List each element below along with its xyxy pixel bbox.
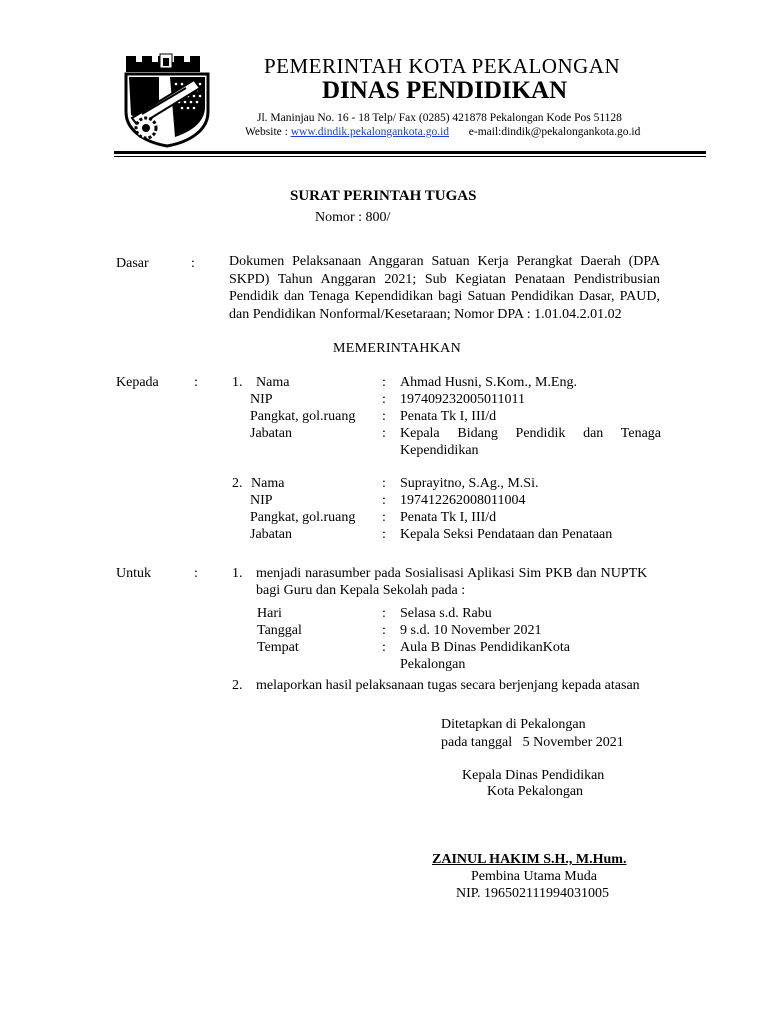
tempat-value-line-1: Aula B Dinas PendidikanKota bbox=[400, 640, 570, 655]
tanggal-value: 9 s.d. 10 November 2021 bbox=[400, 623, 542, 638]
signatory-name: ZAINUL HAKIM S.H., M.Hum. bbox=[432, 852, 627, 867]
signature-position-line-2: Kota Pekalongan bbox=[487, 784, 584, 799]
person-1-pangkat-label: Pangkat, gol.ruang bbox=[250, 409, 356, 424]
untuk-item-1-line-1: menjadi narasumber pada Sosialisasi Aplikasi Sim PKB dan NUPTK bbox=[256, 566, 648, 581]
signature-position-line-1: Kepala Dinas Pendidikan bbox=[462, 768, 605, 783]
colon: : bbox=[382, 606, 386, 621]
person-1-nip-label: NIP bbox=[250, 392, 273, 407]
signatory-rank: Pembina Utama Muda bbox=[471, 869, 597, 884]
signatory-nip: NIP. 196502111994031005 bbox=[456, 886, 609, 901]
untuk-label: Untuk bbox=[116, 566, 151, 581]
kepada-label: Kepada bbox=[116, 375, 159, 390]
signature-date: pada tanggal 5 November 2021 bbox=[441, 735, 624, 750]
person-2-jabatan-label: Jabatan bbox=[250, 527, 292, 542]
letter-title: SURAT PERINTAH TUGAS bbox=[290, 188, 477, 204]
colon: : bbox=[382, 409, 386, 424]
colon: : bbox=[382, 392, 386, 407]
header-rule-thick bbox=[114, 151, 706, 154]
person-2-nip-label: NIP bbox=[250, 493, 273, 508]
person-2-nama: Suprayitno, S.Ag., M.Si. bbox=[400, 476, 539, 491]
person-1-nip: 197409232005011011 bbox=[400, 392, 525, 407]
person-2-pangkat: Penata Tk I, III/d bbox=[400, 510, 497, 525]
header-rule-thin bbox=[114, 156, 706, 157]
colon: : bbox=[382, 375, 386, 390]
person-1-nama: Ahmad Husni, S.Kom., M.Eng. bbox=[400, 375, 577, 390]
colon: : bbox=[382, 426, 386, 441]
government-name: PEMERINTAH KOTA PEKALONGAN bbox=[264, 54, 621, 78]
person-1-number: 1. bbox=[232, 375, 243, 390]
person-2-number: 2. bbox=[232, 476, 243, 491]
colon: : bbox=[382, 476, 386, 491]
person-1-nama-label: Nama bbox=[256, 375, 290, 390]
email-text: e-mail:dindik@pekalongankota.go.id bbox=[468, 126, 641, 138]
tempat-value-line-2: Pekalongan bbox=[400, 657, 466, 672]
office-address: Jl. Maninjau No. 16 - 18 Telp/ Fax (0285) 421878 Pekalongan Kode Pos 51128 bbox=[257, 112, 622, 124]
untuk-item-1-number: 1. bbox=[232, 566, 243, 581]
signature-place: Ditetapkan di Pekalongan bbox=[441, 717, 586, 732]
dasar-colon: : bbox=[191, 256, 195, 271]
dasar-label: Dasar bbox=[116, 256, 149, 271]
person-1-jabatan: Kepala Bidang Pendidik dan Tenaga Kependidikan bbox=[400, 426, 661, 458]
person-1-jabatan-label: Jabatan bbox=[250, 426, 292, 441]
untuk-item-2: melaporkan hasil pelaksanaan tugas secara berjenjang kepada atasan bbox=[256, 678, 640, 693]
kepada-colon: : bbox=[194, 375, 198, 390]
tanggal-label: Tanggal bbox=[257, 623, 302, 638]
memerintahkan-heading: MEMERINTAHKAN bbox=[333, 341, 461, 356]
untuk-item-1-line-2: bagi Guru dan Kepala Sekolah pada : bbox=[256, 583, 466, 598]
person-2-nama-label: Nama bbox=[251, 476, 285, 491]
hari-value: Selasa s.d. Rabu bbox=[400, 606, 492, 621]
dasar-text: Dokumen Pelaksanaan Anggaran Satuan Kerja Perangkat Daerah (DPA SKPD) Tahun Anggaran 2021; Sub Kegiatan Penataan Pendistribusian Pendidik dan Tenaga Kependidikan bagi Satuan Pendidikan Dasar, PAUD, dan Pendidikan Nonformal/Kesetaraan; Nomor DPA : 1.01.04.2.01.02 bbox=[229, 254, 660, 322]
person-2-pangkat-label: Pangkat, gol.ruang bbox=[250, 510, 356, 525]
city-emblem bbox=[124, 52, 210, 148]
person-1-pangkat: Penata Tk I, III/d bbox=[400, 409, 497, 424]
colon: : bbox=[382, 510, 386, 525]
department-name: DINAS PENDIDIKAN bbox=[322, 77, 568, 104]
website-link[interactable]: www.dindik.pekalongankota.go.id bbox=[290, 126, 450, 138]
colon: : bbox=[382, 527, 386, 542]
contact-line bbox=[245, 125, 640, 139]
letter-number: Nomor : 800/ bbox=[315, 210, 391, 225]
untuk-item-2-number: 2. bbox=[232, 678, 243, 693]
untuk-colon: : bbox=[194, 566, 198, 581]
hari-label: Hari bbox=[257, 606, 282, 621]
person-2-jabatan: Kepala Seksi Pendataan dan Penataan bbox=[400, 527, 613, 542]
colon: : bbox=[382, 640, 386, 655]
colon: : bbox=[382, 623, 386, 638]
colon: : bbox=[382, 493, 386, 508]
website-label: Website : bbox=[245, 126, 288, 138]
tempat-label: Tempat bbox=[257, 640, 299, 655]
person-2-nip: 197412262008011004 bbox=[400, 493, 526, 508]
